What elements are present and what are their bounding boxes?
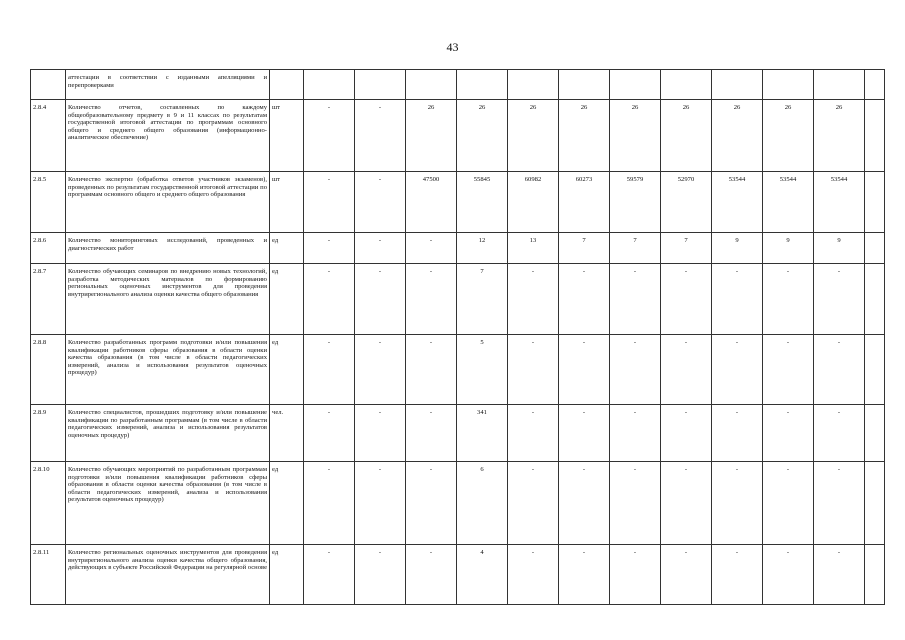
value-cell: - bbox=[304, 405, 355, 462]
value-cell: - bbox=[406, 264, 457, 335]
value-cell: - bbox=[814, 405, 865, 462]
value-cell: 9 bbox=[814, 233, 865, 264]
row-number-cell: 2.8.10 bbox=[31, 462, 66, 545]
indicator-description-cell: Количество экспертиз (обработка ответов участников экзаменов), проведенных по результатам государственной итоговой аттестации по программам основного общего и среднего общего образования bbox=[66, 172, 270, 233]
table-row bbox=[31, 264, 885, 335]
table-row bbox=[31, 100, 885, 172]
value-cell: - bbox=[304, 335, 355, 405]
value-cell bbox=[406, 70, 457, 100]
value-cell: 7 bbox=[661, 233, 712, 264]
value-cell bbox=[508, 70, 559, 100]
value-cell: 13 bbox=[508, 233, 559, 264]
value-cell: 47500 bbox=[406, 172, 457, 233]
value-cell: - bbox=[304, 172, 355, 233]
value-cell: - bbox=[355, 172, 406, 233]
indicator-description-cell: Количество разработанных программ подготовки и/или повышения квалификации работников сферы образования в области оценки качества образования (в том числе в области педагогических измерений, анализа и использования результатов оценочных процедур) bbox=[66, 335, 270, 405]
value-cell: 26 bbox=[763, 100, 814, 172]
value-cell bbox=[304, 70, 355, 100]
row-number-cell: 2.8.4 bbox=[31, 100, 66, 172]
value-cell: - bbox=[610, 405, 661, 462]
value-cell: 55845 bbox=[457, 172, 508, 233]
value-cell: - bbox=[610, 335, 661, 405]
table-row bbox=[31, 545, 885, 605]
table-row bbox=[31, 405, 885, 462]
value-cell: - bbox=[355, 335, 406, 405]
value-cell bbox=[712, 70, 763, 100]
value-cell: 26 bbox=[814, 100, 865, 172]
indicator-description-cell: Количество региональных оценочных инструментов для проведения внутрирегионального анализа оценки качества общего образования, действующих в субъекте Российской Федерации на регулярной основе bbox=[66, 545, 270, 605]
value-cell: - bbox=[355, 545, 406, 605]
unit-cell: ед bbox=[270, 462, 304, 545]
value-cell: - bbox=[559, 335, 610, 405]
value-cell: - bbox=[355, 264, 406, 335]
table-body bbox=[31, 70, 885, 605]
indicators-table bbox=[30, 69, 885, 605]
value-cell: 26 bbox=[559, 100, 610, 172]
value-cell bbox=[814, 70, 865, 100]
unit-cell: ед bbox=[270, 335, 304, 405]
value-cell bbox=[865, 100, 885, 172]
value-cell: - bbox=[661, 335, 712, 405]
value-cell bbox=[865, 172, 885, 233]
value-cell: - bbox=[559, 405, 610, 462]
value-cell: - bbox=[661, 545, 712, 605]
value-cell: - bbox=[661, 405, 712, 462]
value-cell: 5 bbox=[457, 335, 508, 405]
value-cell: - bbox=[661, 462, 712, 545]
value-cell bbox=[763, 70, 814, 100]
value-cell: 7 bbox=[559, 233, 610, 264]
value-cell: - bbox=[406, 405, 457, 462]
value-cell bbox=[865, 405, 885, 462]
value-cell: - bbox=[559, 545, 610, 605]
value-cell: 53544 bbox=[763, 172, 814, 233]
page-number: 43 bbox=[446, 40, 459, 54]
value-cell: - bbox=[814, 335, 865, 405]
indicator-description-cell: Количество обучающих семинаров по внедрению новых технологий, разработка методических материалов по формированию региональных оценочных инструментов для проведения внутрирегионального анализа оценки качества общего образования bbox=[66, 264, 270, 335]
value-cell: - bbox=[406, 233, 457, 264]
value-cell: - bbox=[508, 264, 559, 335]
row-number-cell bbox=[31, 70, 66, 100]
row-number-cell: 2.8.9 bbox=[31, 405, 66, 462]
value-cell: - bbox=[355, 233, 406, 264]
value-cell: - bbox=[814, 545, 865, 605]
value-cell: - bbox=[712, 335, 763, 405]
value-cell: 26 bbox=[712, 100, 763, 172]
value-cell: - bbox=[559, 462, 610, 545]
value-cell: - bbox=[304, 100, 355, 172]
row-number-cell: 2.8.11 bbox=[31, 545, 66, 605]
value-cell bbox=[355, 70, 406, 100]
value-cell: - bbox=[712, 462, 763, 545]
value-cell bbox=[865, 70, 885, 100]
value-cell: - bbox=[304, 264, 355, 335]
value-cell: - bbox=[712, 405, 763, 462]
value-cell: - bbox=[610, 264, 661, 335]
value-cell bbox=[661, 70, 712, 100]
unit-cell: ед bbox=[270, 264, 304, 335]
row-number-cell: 2.8.5 bbox=[31, 172, 66, 233]
indicator-description-cell: Количество мониторинговых исследований, проведенных и диагностических работ bbox=[66, 233, 270, 264]
value-cell: - bbox=[814, 462, 865, 545]
value-cell: 7 bbox=[457, 264, 508, 335]
value-cell: 4 bbox=[457, 545, 508, 605]
value-cell: - bbox=[508, 545, 559, 605]
value-cell: 59579 bbox=[610, 172, 661, 233]
row-number-cell: 2.8.6 bbox=[31, 233, 66, 264]
value-cell: 60273 bbox=[559, 172, 610, 233]
value-cell: - bbox=[508, 462, 559, 545]
unit-cell: чел. bbox=[270, 405, 304, 462]
value-cell: - bbox=[610, 545, 661, 605]
value-cell: 12 bbox=[457, 233, 508, 264]
unit-cell: ед bbox=[270, 233, 304, 264]
value-cell: 26 bbox=[508, 100, 559, 172]
table-row bbox=[31, 172, 885, 233]
value-cell: - bbox=[406, 462, 457, 545]
value-cell: - bbox=[559, 264, 610, 335]
value-cell: 9 bbox=[712, 233, 763, 264]
indicator-description-cell: аттестации в соответствии с изданными апелляциями и перепроверками bbox=[66, 70, 270, 100]
table-row bbox=[31, 335, 885, 405]
value-cell: - bbox=[661, 264, 712, 335]
indicator-description-cell: Количество специалистов, прошедших подготовку и/или повышение квалификации по разработанным программам (в том числе в области педагогических измерений, анализа и использования результатов оценочных процедур) bbox=[66, 405, 270, 462]
value-cell: - bbox=[814, 264, 865, 335]
value-cell bbox=[865, 545, 885, 605]
value-cell bbox=[865, 335, 885, 405]
indicator-description-cell: Количество обучающих мероприятий по разработанным программам подготовки и/или повышения квалификации работников сферы образования в области оценки качества образования (в том числе в области педагогических измерений, анализа и использования результатов оценочных процедур) bbox=[66, 462, 270, 545]
value-cell: - bbox=[508, 405, 559, 462]
value-cell: 26 bbox=[661, 100, 712, 172]
value-cell: - bbox=[712, 545, 763, 605]
value-cell: - bbox=[355, 405, 406, 462]
value-cell: 52970 bbox=[661, 172, 712, 233]
value-cell: - bbox=[304, 462, 355, 545]
value-cell bbox=[865, 264, 885, 335]
unit-cell: шт bbox=[270, 100, 304, 172]
value-cell: 60982 bbox=[508, 172, 559, 233]
value-cell: - bbox=[763, 335, 814, 405]
value-cell: 26 bbox=[457, 100, 508, 172]
table-row bbox=[31, 70, 885, 100]
unit-cell: ед bbox=[270, 545, 304, 605]
value-cell: - bbox=[508, 335, 559, 405]
value-cell bbox=[559, 70, 610, 100]
value-cell: - bbox=[355, 462, 406, 545]
row-number-cell: 2.8.8 bbox=[31, 335, 66, 405]
value-cell bbox=[457, 70, 508, 100]
value-cell: - bbox=[355, 100, 406, 172]
value-cell bbox=[610, 70, 661, 100]
value-cell: 26 bbox=[610, 100, 661, 172]
value-cell: - bbox=[304, 233, 355, 264]
value-cell: 26 bbox=[406, 100, 457, 172]
value-cell: - bbox=[610, 462, 661, 545]
value-cell: 6 bbox=[457, 462, 508, 545]
value-cell: 53544 bbox=[814, 172, 865, 233]
value-cell: 53544 bbox=[712, 172, 763, 233]
row-number-cell: 2.8.7 bbox=[31, 264, 66, 335]
value-cell: - bbox=[763, 462, 814, 545]
indicator-description-cell: Количество отчетов, составленных по каждому общеобразовательному предмету в 9 и 11 классах по результатам государственной итоговой аттестации по программам основного общего и среднего общего образования (информационно-аналитическое обеспечение) bbox=[66, 100, 270, 172]
value-cell: - bbox=[406, 545, 457, 605]
unit-cell bbox=[270, 70, 304, 100]
value-cell: - bbox=[763, 264, 814, 335]
value-cell bbox=[865, 233, 885, 264]
value-cell: 341 bbox=[457, 405, 508, 462]
table-row bbox=[31, 233, 885, 264]
table-row bbox=[31, 462, 885, 545]
value-cell: - bbox=[763, 545, 814, 605]
value-cell: 7 bbox=[610, 233, 661, 264]
value-cell: - bbox=[304, 545, 355, 605]
value-cell: - bbox=[763, 405, 814, 462]
unit-cell: шт bbox=[270, 172, 304, 233]
value-cell bbox=[865, 462, 885, 545]
value-cell: - bbox=[712, 264, 763, 335]
value-cell: 9 bbox=[763, 233, 814, 264]
value-cell: - bbox=[406, 335, 457, 405]
